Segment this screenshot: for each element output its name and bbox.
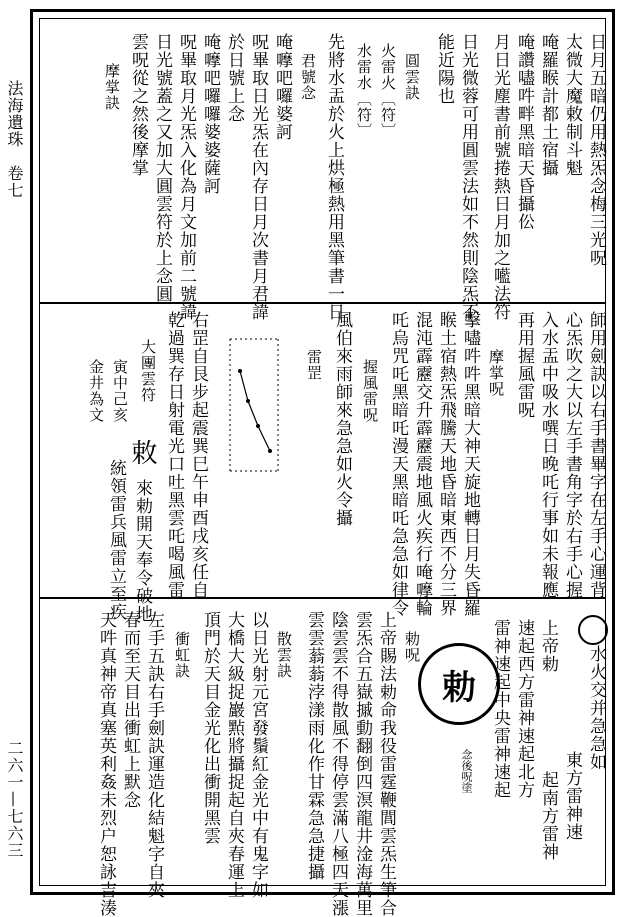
- text-column: 唵讚嚍吽畔黑暗天昏攝伀: [514, 33, 534, 231]
- text-column: 師用劍訣以右手書畢字在左手心運背: [586, 311, 606, 599]
- text-column: 上帝勅: [538, 619, 558, 673]
- text-column: 水火交并急急如: [586, 645, 606, 771]
- section-heading: 雷罡: [305, 349, 323, 381]
- section-heading: 摩掌訣: [103, 63, 121, 111]
- circle-mark: [578, 615, 608, 645]
- text-column: 於日號上念: [224, 33, 244, 123]
- text-column: 雲雲蓊蓊浡漾雨化作甘霖急急捷攝: [304, 611, 324, 881]
- section-heading: 散雲訣: [275, 631, 293, 679]
- text-column: 入水盂中吸水噀日晚吒行事如未報應: [538, 311, 558, 599]
- talisman-seal-char: 敕: [127, 439, 157, 466]
- text-column: 心炁吹之大以左手書角字於右手心握: [562, 311, 582, 599]
- seal-stamp: [418, 643, 500, 725]
- text-column: 頂門於天目金光化出衝開黑雲: [200, 611, 220, 845]
- page-frame: [30, 9, 615, 917]
- text-column: 再用握風雷呪: [514, 311, 534, 419]
- text-column: 混沌霹靂交升霹靂震地風火疾行唵嚤輪: [412, 311, 432, 617]
- margin-title: 法海遺珠 卷七: [5, 80, 24, 199]
- text-column: 右罡自艮步起震巽巳午申酉戌亥任自: [188, 311, 208, 599]
- text-column: 速起西方雷神速起北方: [514, 619, 534, 799]
- talisman-fire: 火雷火〔符〕: [379, 43, 397, 139]
- talisman-water: 水雷水〔符〕: [355, 43, 373, 139]
- text-column: 雷神速起中央雷神速起: [490, 619, 510, 799]
- text-column: 睺土宿熱炁飛騰天地昏暗東西不分三界: [436, 311, 456, 617]
- talisman-label: 寅中己亥: [111, 359, 129, 423]
- text-column: 乾過巽存日射電光口吐黑雲吒喝風雷: [164, 311, 184, 599]
- note-small: 念後呪塗: [460, 749, 473, 793]
- text-column: 日光號蓋之又加大圓雲符於上念圓: [152, 33, 172, 303]
- text-column: 東方雷神速: [562, 751, 582, 841]
- text-column: 呪畢取月光炁入化為月文加前二號諱: [176, 33, 196, 321]
- text-column: 雲呪從之然後摩掌: [128, 33, 148, 177]
- text-column: 唵嚤吧囉婆訶: [272, 33, 292, 141]
- text-column: 月日光塵書前號捲熱日月加之㘕法符: [490, 33, 510, 321]
- text-column: 唵羅睺計都土宿攝: [538, 33, 558, 177]
- text-column: 左手五訣右手劍訣運造化結魁字自夾: [144, 611, 164, 899]
- margin-page-number: 二六一—七六三: [5, 740, 24, 859]
- section-heading: 握風雷呪: [361, 359, 379, 423]
- section-heading: 摩掌呪: [487, 349, 505, 397]
- text-column: 以日光射元宮發鬚紅金光中有鬼字如: [248, 611, 268, 899]
- text-column: 吒烏咒吒黑暗吒漫天黑暗吒急急如律令: [388, 311, 408, 617]
- divider-1: [40, 302, 605, 304]
- text-column: 日月五暗仍用熱炁念梅三光呪: [586, 33, 606, 267]
- section-heading: 大團雲符: [139, 339, 157, 403]
- text-column: 雲炁合五嶽摵動翻倒四溟龍井淦海萬里: [352, 611, 372, 917]
- text-column: 先將水盂於火上烘極熱用黑筆書一日: [324, 33, 344, 321]
- text-column: 春而至天目出衝虹上默念: [120, 611, 140, 809]
- text-column: 能近陽也: [434, 33, 454, 105]
- text-column: 擊嚍吽吽黑暗大神天旋地轉日月失昏羅: [460, 311, 480, 617]
- thunder-step-diagram: [218, 331, 288, 481]
- text-column: 來勅開天奉令破地: [132, 479, 152, 623]
- section-heading: 圓雲訣: [403, 53, 421, 101]
- text-column: 日光微蓉可用圓雲法如不然則陰炁不: [458, 33, 478, 321]
- text-column: 君號念: [299, 53, 317, 101]
- text-column: 統領雷兵風雷立至疾: [106, 459, 126, 621]
- text-column: 唵嚤吧囉囉婆婆薩訶: [200, 33, 220, 195]
- text-column: 太微大魔敕制斗魁: [562, 33, 582, 177]
- text-column: 大橋大級捉巖㸃將攝捉起自夾春運上: [224, 611, 244, 899]
- page-inner-frame: [39, 18, 606, 917]
- text-column: 起南方雷神: [538, 771, 558, 861]
- seal-character: 勅: [442, 667, 476, 708]
- text-column: 呪畢取日光炁在內存日月次書月君諱: [248, 33, 268, 321]
- text-column: 上帝賜法勅命我役雷霆鞭閭雲炁生筆合: [376, 611, 396, 917]
- section-heading: 勅呪: [403, 631, 421, 663]
- talisman-label: 金井為文: [87, 359, 105, 423]
- section-heading: 衝虹訣: [173, 631, 191, 679]
- text-column: 天吽真神帝真塞英利姦未烈户恕詠吉湊: [96, 611, 116, 917]
- text-column: 陰雲雲不得散風不得停雲滿八極四天漲: [328, 611, 348, 917]
- text-column: 風伯來雨師來急急如火令攝: [332, 311, 352, 527]
